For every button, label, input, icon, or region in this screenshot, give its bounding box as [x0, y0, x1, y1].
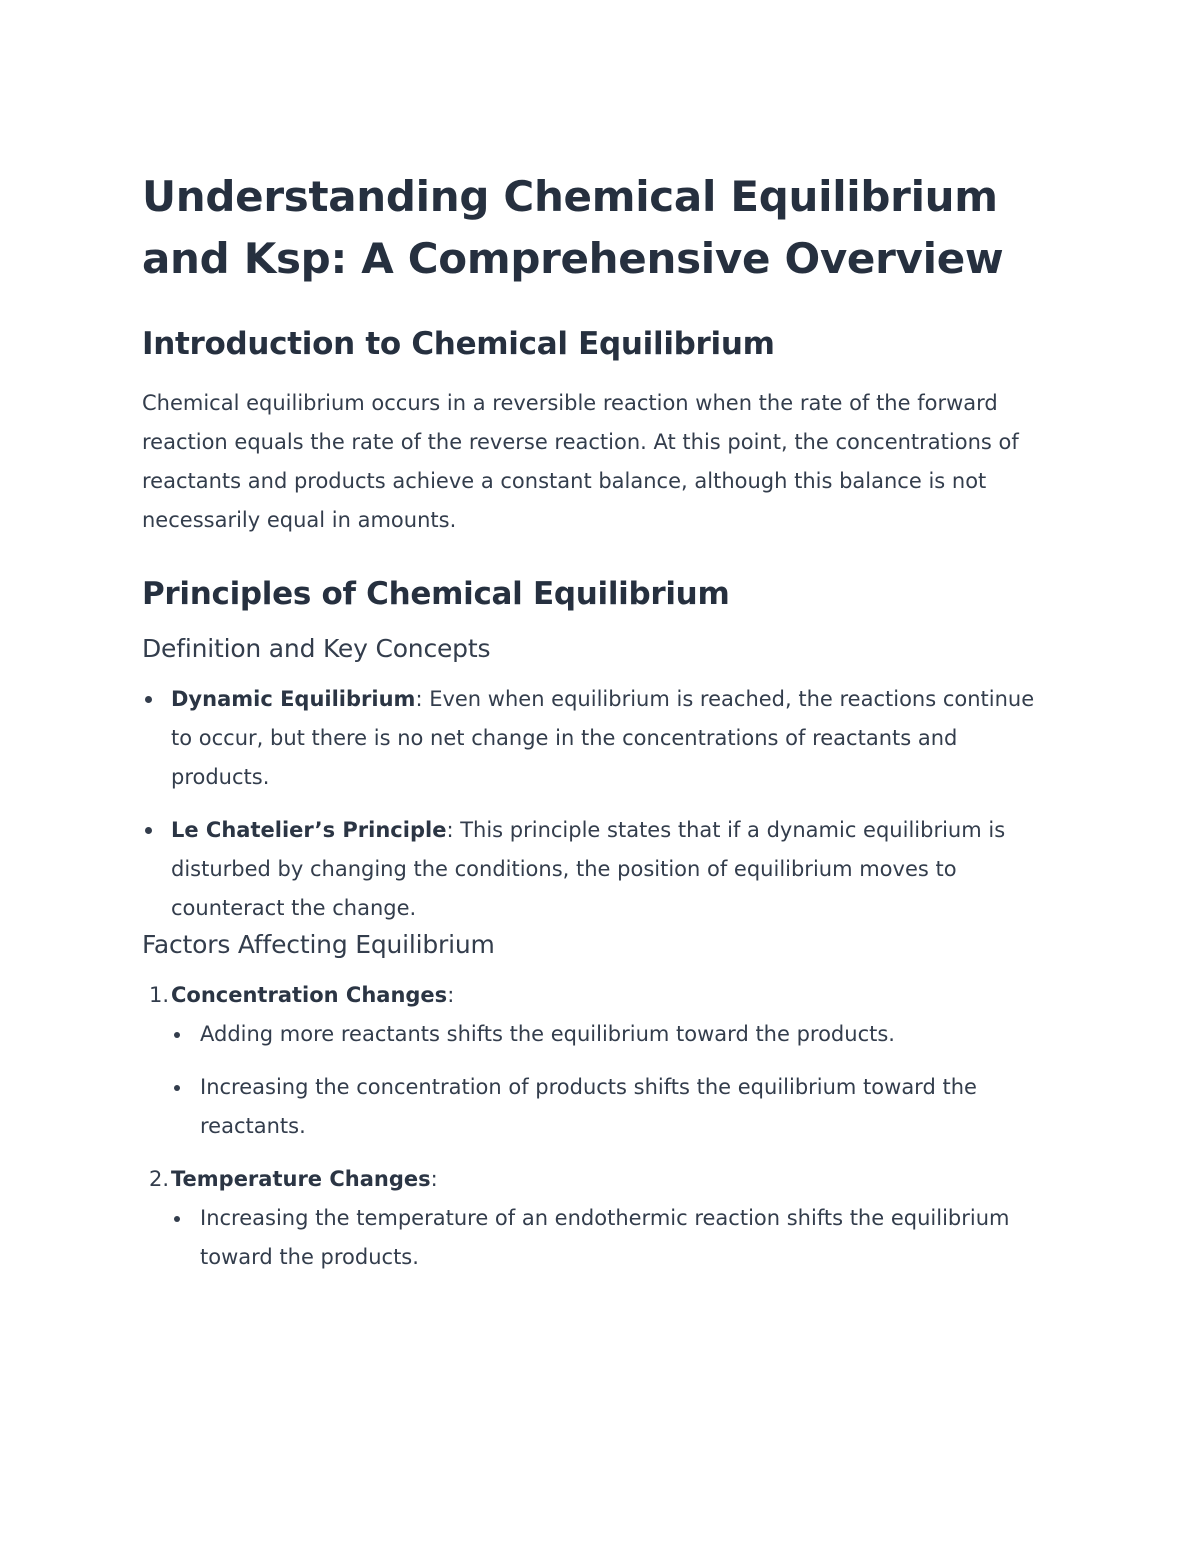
numbered-item [142, 976, 1042, 1146]
bullet-icon [174, 1216, 180, 1222]
bullet-icon [145, 696, 152, 703]
subsection-heading-factors: Factors Affecting Equilibrium [142, 930, 495, 959]
list-item [142, 811, 1042, 928]
section-heading-introduction: Introduction to Chemical Equilibrium [142, 326, 775, 362]
document-title: Understanding Chemical Equilibrium and Ksp: A Comprehensive Overview [142, 172, 1004, 283]
bullet-icon [174, 1032, 180, 1038]
factor-term-concentration: Concentration Changes [171, 983, 448, 1007]
item-number: 2. [148, 1167, 169, 1191]
factor-suffix: : [430, 1167, 438, 1191]
numbered-item [142, 1160, 1042, 1277]
sub-list-item: Adding more reactants shifts the equilibrium toward the products. [171, 1015, 1042, 1054]
item-number: 1. [148, 983, 169, 1007]
subsection-heading-definition: Definition and Key Concepts [142, 634, 491, 663]
definition-text: : Even when equilibrium is reached, the reactions continue to occur, but there is no net change in the concentrations of reactants and products. [171, 687, 1035, 789]
bullet-icon [145, 827, 152, 834]
factor-term-temperature: Temperature Changes [171, 1167, 431, 1191]
factors-list [142, 976, 1042, 1277]
list-item [142, 680, 1042, 797]
sub-list [171, 1199, 1042, 1277]
intro-paragraph: Chemical equilibrium occurs in a reversible reaction when the rate of the forward reaction equals the rate of the reverse reaction. At this point, the concentrations of reactants and products achieve a constant balance, although this balance is not necessarily equal in amounts. [142, 391, 1019, 532]
bullet-icon [174, 1085, 180, 1091]
term-dynamic-equilibrium: Dynamic Equilibrium [171, 687, 416, 711]
sub-list-item: Increasing the temperature of an endothermic reaction shifts the equilibrium toward the products. [171, 1199, 1042, 1277]
section-heading-principles: Principles of Chemical Equilibrium [142, 576, 730, 612]
sub-list-item: Increasing the concentration of products shifts the equilibrium toward the reactants. [171, 1068, 1042, 1146]
sub-list [171, 1015, 1042, 1146]
term-le-chatelier: Le Chatelier’s Principle [171, 818, 447, 842]
document-page [142, 166, 1042, 1277]
definition-text: : This principle states that if a dynamic equilibrium is disturbed by changing the conditions, the position of equilibrium moves to counteract the change. [171, 818, 1006, 920]
factor-suffix: : [447, 983, 455, 1007]
definition-list [142, 680, 1042, 928]
